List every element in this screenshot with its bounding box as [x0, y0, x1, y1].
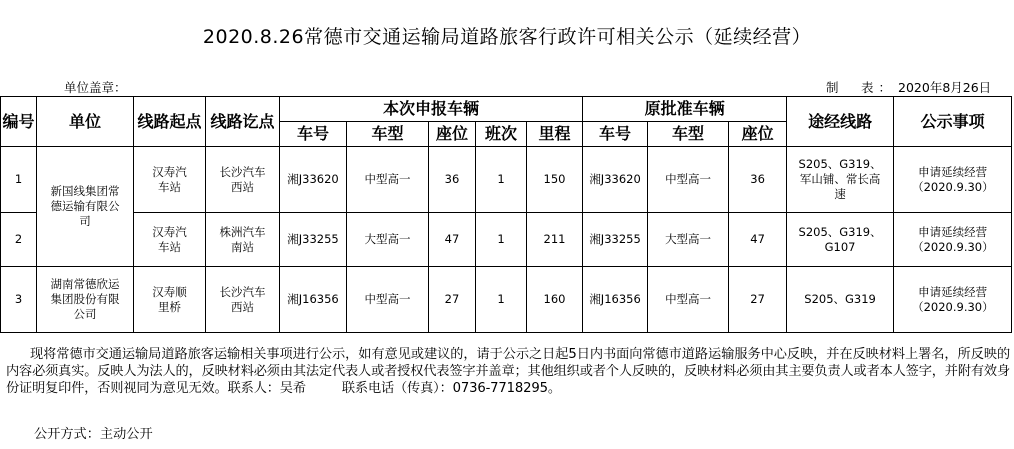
notice-paragraph [6, 346, 1010, 397]
cell-model: 中型高一 [347, 267, 429, 333]
cell-route: S205、G319、军山铺、常长高速 [787, 147, 894, 213]
cell-notice: 申请延续经营（2020.9.30） [894, 213, 1012, 267]
table-row [1, 147, 1012, 213]
cell-route: S205、G319、G107 [787, 213, 894, 267]
cell-model: 大型高一 [347, 213, 429, 267]
cell-end: 长沙汽车西站 [206, 267, 280, 333]
cell-seats: 36 [429, 147, 476, 213]
header-route: 途经线路 [787, 97, 894, 147]
cell-index: 1 [1, 147, 37, 213]
cell-seats: 47 [429, 213, 476, 267]
cell-approved-model: 大型高一 [648, 213, 729, 267]
cell-model: 中型高一 [347, 147, 429, 213]
cell-approved-seats: 47 [729, 213, 787, 267]
cell-approved-model: 中型高一 [648, 147, 729, 213]
cell-mileage: 211 [527, 213, 583, 267]
contact-phone: 联系电话（传真）：0736-7718295。 [341, 381, 561, 396]
disclosure-method: 公开方式：主动公开 [34, 427, 153, 442]
made-date: 2020年8月26日 [898, 80, 992, 95]
cell-unit: 新国线集团常德运输有限公司 [37, 147, 134, 267]
header-plate: 车号 [280, 122, 347, 147]
header-notice: 公示事项 [894, 97, 1012, 147]
cell-trips: 1 [476, 267, 527, 333]
table-row [1, 213, 1012, 267]
cell-unit: 湖南常德欣运集团股份有限公司 [37, 267, 134, 333]
cell-end: 长沙汽车西站 [206, 147, 280, 213]
cell-approved-seats: 36 [729, 147, 787, 213]
cell-mileage: 160 [527, 267, 583, 333]
cell-approved-plate: 湘J33620 [583, 147, 648, 213]
cell-mileage: 150 [527, 147, 583, 213]
header-approved-model: 车型 [648, 122, 729, 147]
header-line-end: 线路讫点 [206, 97, 280, 147]
table-row [1, 267, 1012, 333]
cell-approved-seats: 27 [729, 267, 787, 333]
cell-plate: 湘J33620 [280, 147, 347, 213]
cell-notice: 申请延续经营（2020.9.30） [894, 147, 1012, 213]
page-title: 2020.8.26常德市交通运输局道路旅客行政许可相关公示（延续经营） [202, 26, 812, 48]
header-line-start: 线路起点 [134, 97, 206, 147]
cell-trips: 1 [476, 213, 527, 267]
cell-start: 汉寿汽车站 [134, 147, 206, 213]
cell-seats: 27 [429, 267, 476, 333]
header-trips: 班次 [476, 122, 527, 147]
cell-approved-model: 中型高一 [648, 267, 729, 333]
header-approved-vehicles: 原批准车辆 [583, 97, 787, 122]
header-mileage: 里程 [527, 122, 583, 147]
cell-approved-plate: 湘J16356 [583, 267, 648, 333]
cell-plate: 湘J16356 [280, 267, 347, 333]
notice-block [6, 346, 1010, 397]
cell-index: 2 [1, 213, 37, 267]
cell-start: 汉寿汽车站 [134, 213, 206, 267]
header-approved-seats: 座位 [729, 122, 787, 147]
cell-trips: 1 [476, 147, 527, 213]
made-label: 制 表： [826, 80, 897, 95]
header-model: 车型 [347, 122, 429, 147]
cell-route: S205、G319 [787, 267, 894, 333]
header-applied-vehicles: 本次申报车辆 [280, 97, 583, 122]
permit-table [0, 96, 1012, 333]
header-unit: 单位 [37, 97, 134, 147]
cell-approved-plate: 湘J33255 [583, 213, 648, 267]
cell-plate: 湘J33255 [280, 213, 347, 267]
cell-start: 汉寿顺里桥 [134, 267, 206, 333]
header-index: 编号 [1, 97, 37, 147]
header-approved-plate: 车号 [583, 122, 648, 147]
made-info [826, 78, 991, 96]
header-seats: 座位 [429, 122, 476, 147]
cell-index: 3 [1, 267, 37, 333]
notice-text: 现将常德市交通运输局道路旅客运输相关事项进行公示，如有意见或建议的，请于公示之日起5日内书面向常德市道路运输服务中心反映，并在反映材料上署名，所反映的内容必须真实。反映人为法人的，反映材料必须由其法定代表人或者授权代表签字并盖章；其他组织或者个人反映的，反映材料必须由其主要负责人或者本人签字，并附有效身份证明复印件，否则视同为意见无效。联系人：吴希 [6, 347, 1010, 396]
cell-notice: 申请延续经营（2020.9.30） [894, 267, 1012, 333]
unit-seal-label: 单位盖章： [64, 80, 127, 95]
cell-end: 株洲汽车南站 [206, 213, 280, 267]
